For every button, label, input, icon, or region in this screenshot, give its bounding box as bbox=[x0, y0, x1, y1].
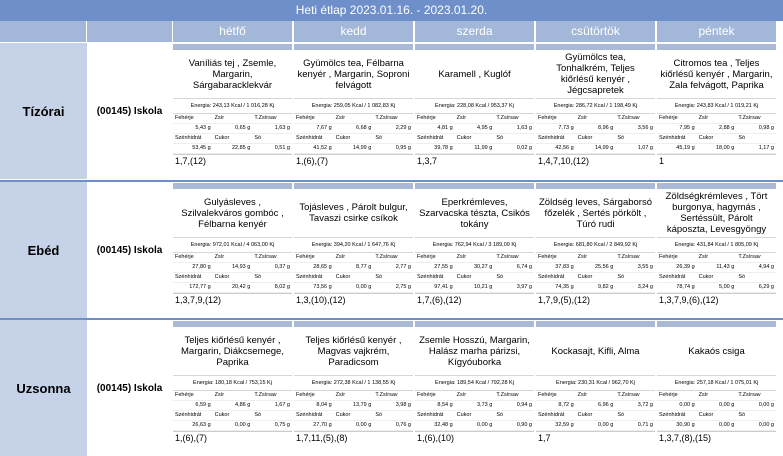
nutrient-label: T.Zsírsav bbox=[736, 253, 776, 263]
nutrient-value: 7,73 g bbox=[536, 124, 576, 134]
allergen-codes: 1,(6),(10) bbox=[415, 431, 534, 445]
nutrient-label: Szénhidrát bbox=[415, 411, 455, 421]
nutrient-label: Szénhidrát bbox=[173, 273, 213, 283]
nutrient-label: Cukor bbox=[576, 273, 616, 283]
nutrient-label: Cukor bbox=[455, 411, 495, 421]
nutrient-label: Zsír bbox=[697, 253, 737, 263]
menu-cell bbox=[415, 183, 534, 307]
nutrient-value: 172,77 g bbox=[173, 283, 213, 293]
nutrient-value: 0,00 g bbox=[576, 421, 616, 431]
school-name: (00145) Iskola bbox=[96, 105, 163, 117]
dish-name: Zöldségkrémleves , Tört burgonya, hagymás , Sertéssült, Párolt káposzta, Levesgyöngy bbox=[657, 189, 776, 238]
nutrient-value: 37,83 g bbox=[536, 263, 576, 273]
nutrient-value: 97,41 g bbox=[415, 283, 455, 293]
nutrient-value: 11,99 g bbox=[455, 144, 495, 154]
nutrient-value: 1,17 g bbox=[736, 144, 776, 154]
energy-value: Energia: 259,05 Kcal / 1 082,83 Kj bbox=[294, 99, 413, 114]
nutrient-label: Só bbox=[736, 134, 776, 144]
nutrient-value: 2,75 g bbox=[373, 283, 413, 293]
nutrient-value: 5,00 g bbox=[697, 283, 737, 293]
nutrition-grid bbox=[415, 114, 534, 154]
nutrient-label: Szénhidrát bbox=[415, 134, 455, 144]
nutrient-value: 0,76 g bbox=[373, 421, 413, 431]
nutrient-value: 4,81 g bbox=[415, 124, 455, 134]
allergen-codes: 1,3,7,(8),(15) bbox=[657, 431, 776, 445]
nutrient-label: Zsír bbox=[576, 114, 616, 124]
nutrient-value: 42,56 g bbox=[536, 144, 576, 154]
nutrient-value: 1,63 g bbox=[252, 124, 292, 134]
dish-name: Citromos tea , Teljes kiőrlésű kenyér , Margarin, Zala felvágott, Paprika bbox=[657, 50, 776, 99]
nutrient-value: 4,94 g bbox=[736, 263, 776, 273]
nutrient-value: 0,00 g bbox=[697, 421, 737, 431]
nutrient-label: Cukor bbox=[213, 273, 253, 283]
nutrient-label: Fehérje bbox=[294, 114, 334, 124]
nutrient-label: Zsír bbox=[334, 114, 374, 124]
nutrient-value: 2,88 g bbox=[697, 124, 737, 134]
nutrient-value: 1,07 g bbox=[615, 144, 655, 154]
nutrient-value: 0,00 g bbox=[455, 421, 495, 431]
nutrient-label: T.Zsírsav bbox=[373, 253, 413, 263]
nutrient-label: Cukor bbox=[455, 273, 495, 283]
nutrient-value: 26,39 g bbox=[657, 263, 697, 273]
nutrient-label: Só bbox=[494, 411, 534, 421]
page-title: Heti étlap 2023.01.16. - 2023.01.20. bbox=[0, 0, 783, 21]
nutrient-label: Cukor bbox=[697, 134, 737, 144]
nutrient-value: 0,37 g bbox=[252, 263, 292, 273]
menu-cell bbox=[536, 321, 655, 445]
nutrient-value: 41,52 g bbox=[294, 144, 334, 154]
nutrient-value: 0,00 g bbox=[334, 421, 374, 431]
nutrient-value: 53,45 g bbox=[173, 144, 213, 154]
nutrient-label: Fehérje bbox=[173, 391, 213, 401]
nutrient-label: Só bbox=[373, 411, 413, 421]
menu-cell bbox=[294, 183, 413, 307]
nutrient-label: Só bbox=[373, 273, 413, 283]
day-header: kedd bbox=[294, 21, 413, 42]
nutrient-value: 27,55 g bbox=[415, 263, 455, 273]
nutrient-label: Szénhidrát bbox=[294, 134, 334, 144]
allergen-codes: 1,7,9,(5),(12) bbox=[536, 293, 655, 307]
nutrient-value: 3,56 g bbox=[615, 124, 655, 134]
nutrient-label: T.Zsírsav bbox=[615, 391, 655, 401]
nutrient-value: 0,94 g bbox=[494, 401, 534, 411]
dish-name: Kockasajt, Kifli, Alma bbox=[536, 327, 655, 376]
energy-value: Energia: 762,94 Kcal / 3 189,09 Kj bbox=[415, 238, 534, 253]
nutrient-value: 0,00 g bbox=[334, 283, 374, 293]
nutrient-label: Zsír bbox=[697, 114, 737, 124]
nutrient-label: T.Zsírsav bbox=[494, 114, 534, 124]
nutrient-label: Cukor bbox=[697, 273, 737, 283]
nutrient-label: Fehérje bbox=[415, 391, 455, 401]
nutrient-label: Cukor bbox=[576, 411, 616, 421]
dish-name: Kakaós csiga bbox=[657, 327, 776, 376]
nutrient-value: 5,43 g bbox=[173, 124, 213, 134]
nutrient-value: 8,04 g bbox=[294, 401, 334, 411]
nutrient-value: 78,74 g bbox=[657, 283, 697, 293]
nutrient-label: Szénhidrát bbox=[415, 273, 455, 283]
nutrient-value: 0,00 g bbox=[697, 401, 737, 411]
nutrient-value: 7,67 g bbox=[294, 124, 334, 134]
nutrient-label: Zsír bbox=[576, 253, 616, 263]
menu-cell bbox=[294, 321, 413, 445]
nutrient-label: Fehérje bbox=[657, 114, 697, 124]
nutrient-value: 3,72 g bbox=[615, 401, 655, 411]
nutrition-grid bbox=[173, 253, 292, 293]
dish-name: Teljes kiőrlésű kenyér , Margarin, Diákcsemege, Paprika bbox=[173, 327, 292, 376]
nutrient-label: Só bbox=[252, 134, 292, 144]
nutrient-label: Só bbox=[252, 273, 292, 283]
nutrient-label: T.Zsírsav bbox=[373, 391, 413, 401]
nutrient-value: 8,54 g bbox=[415, 401, 455, 411]
nutrient-label: Cukor bbox=[334, 411, 374, 421]
energy-value: Energia: 257,18 Kcal / 1 075,01 Kj bbox=[657, 376, 776, 391]
nutrient-value: 27,80 g bbox=[173, 263, 213, 273]
nutrient-value: 0,00 g bbox=[736, 401, 776, 411]
nutrient-label: Fehérje bbox=[173, 253, 213, 263]
nutrient-value: 14,99 g bbox=[334, 144, 374, 154]
nutrient-value: 27,70 g bbox=[294, 421, 334, 431]
nutrition-grid bbox=[536, 253, 655, 293]
allergen-codes: 1,7,11,(5),(8) bbox=[294, 431, 413, 445]
school-name: (00145) Iskola bbox=[96, 382, 163, 394]
energy-value: Energia: 243,13 Kcal / 1 016,28 Kj bbox=[173, 99, 292, 114]
dish-name: Gyümölcs tea, Félbarna kenyér , Margarin, Soproni felvágott bbox=[294, 50, 413, 99]
nutrient-label: Szénhidrát bbox=[173, 411, 213, 421]
energy-value: Energia: 228,08 Kcal / 953,37 Kj bbox=[415, 99, 534, 114]
dish-name: Zsemle Hosszú, Margarin, Halász marha párizsi, Kígyóuborka bbox=[415, 327, 534, 376]
allergen-codes: 1,(6),(7) bbox=[173, 431, 292, 445]
nutrient-value: 4,86 g bbox=[213, 401, 253, 411]
nutrient-label: Cukor bbox=[213, 134, 253, 144]
nutrient-value: 0,90 g bbox=[494, 421, 534, 431]
allergen-codes: 1,3,(10),(12) bbox=[294, 293, 413, 307]
day-header: hétfő bbox=[173, 21, 292, 42]
nutrient-label: Szénhidrát bbox=[536, 134, 576, 144]
nutrient-label: Zsír bbox=[213, 114, 253, 124]
nutrient-value: 25,56 g bbox=[576, 263, 616, 273]
nutrient-label: Fehérje bbox=[657, 253, 697, 263]
energy-value: Energia: 972,01 Kcal / 4 063,00 Kj bbox=[173, 238, 292, 253]
menu-cell bbox=[173, 183, 292, 307]
nutrient-value: 2,29 g bbox=[373, 124, 413, 134]
meal-name: Tízórai bbox=[0, 43, 87, 179]
nutrient-value: 0,00 g bbox=[736, 421, 776, 431]
nutrient-value: 8,77 g bbox=[334, 263, 374, 273]
allergen-codes: 1 bbox=[657, 154, 776, 168]
dish-name: Karamell , Kuglóf bbox=[415, 50, 534, 99]
meal-name: Uzsonna bbox=[0, 320, 87, 456]
nutrient-value: 1,63 g bbox=[494, 124, 534, 134]
nutrient-label: Fehérje bbox=[173, 114, 213, 124]
menu-cell bbox=[657, 183, 776, 307]
nutrient-value: 7,95 g bbox=[657, 124, 697, 134]
nutrient-value: 14,99 g bbox=[576, 144, 616, 154]
nutrient-label: Só bbox=[736, 411, 776, 421]
nutrition-grid bbox=[657, 114, 776, 154]
nutrient-label: T.Zsírsav bbox=[736, 114, 776, 124]
nutrient-label: Fehérje bbox=[294, 391, 334, 401]
nutrient-label: Cukor bbox=[576, 134, 616, 144]
energy-value: Energia: 180,18 Kcal / 753,15 Kj bbox=[173, 376, 292, 391]
energy-value: Energia: 189,54 Kcal / 792,28 Kj bbox=[415, 376, 534, 391]
menu-cell bbox=[536, 44, 655, 168]
nutrient-label: T.Zsírsav bbox=[736, 391, 776, 401]
allergen-codes: 1,7 bbox=[536, 431, 655, 445]
nutrient-value: 0,02 g bbox=[494, 144, 534, 154]
nutrient-label: Fehérje bbox=[415, 253, 455, 263]
nutrition-grid bbox=[294, 114, 413, 154]
nutrient-value: 6,68 g bbox=[334, 124, 374, 134]
row-separator bbox=[0, 318, 783, 320]
nutrient-label: Cukor bbox=[213, 411, 253, 421]
nutrient-value: 8,96 g bbox=[576, 124, 616, 134]
menu-cell bbox=[536, 183, 655, 307]
nutrient-label: Szénhidrát bbox=[294, 411, 334, 421]
nutrient-value: 32,59 g bbox=[536, 421, 576, 431]
energy-value: Energia: 286,72 Kcal / 1 198,49 Kj bbox=[536, 99, 655, 114]
nutrient-label: Zsír bbox=[576, 391, 616, 401]
nutrient-value: 3,73 g bbox=[455, 401, 495, 411]
nutrient-label: Szénhidrát bbox=[536, 411, 576, 421]
nutrient-value: 0,51 g bbox=[252, 144, 292, 154]
nutrient-label: Zsír bbox=[455, 253, 495, 263]
nutrient-value: 6,96 g bbox=[576, 401, 616, 411]
nutrient-label: Fehérje bbox=[536, 391, 576, 401]
header-blank bbox=[0, 21, 86, 42]
nutrient-value: 6,59 g bbox=[173, 401, 213, 411]
dish-name: Gulyásleves , Szilvalekváros gombóc , Félbarna kenyér bbox=[173, 189, 292, 238]
nutrient-value: 6,29 g bbox=[736, 283, 776, 293]
nutrient-label: Fehérje bbox=[536, 253, 576, 263]
nutrient-label: T.Zsírsav bbox=[252, 391, 292, 401]
nutrient-label: Só bbox=[615, 134, 655, 144]
header-blank bbox=[87, 21, 172, 42]
nutrient-label: Cukor bbox=[455, 134, 495, 144]
nutrient-label: Só bbox=[615, 273, 655, 283]
allergen-codes: 1,7,(12) bbox=[173, 154, 292, 168]
menu-cell bbox=[173, 321, 292, 445]
nutrient-value: 28,65 g bbox=[294, 263, 334, 273]
allergen-codes: 1,3,7,9,(6),(12) bbox=[657, 293, 776, 307]
dish-name: Teljes kiőrlésű kenyér , Magvas vajkrém, Paradicsom bbox=[294, 327, 413, 376]
nutrition-grid bbox=[294, 391, 413, 431]
nutrient-value: 6,74 g bbox=[494, 263, 534, 273]
nutrient-value: 11,43 g bbox=[697, 263, 737, 273]
school-name: (00145) Iskola bbox=[96, 244, 163, 256]
nutrient-label: Só bbox=[615, 411, 655, 421]
nutrient-label: T.Zsírsav bbox=[615, 253, 655, 263]
nutrient-value: 3,97 g bbox=[494, 283, 534, 293]
nutrient-label: Zsír bbox=[697, 391, 737, 401]
nutrient-value: 22,85 g bbox=[213, 144, 253, 154]
nutrient-label: Cukor bbox=[697, 411, 737, 421]
meal-name: Ebéd bbox=[0, 182, 87, 318]
nutrient-label: Szénhidrát bbox=[294, 273, 334, 283]
nutrient-label: Fehérje bbox=[536, 114, 576, 124]
menu-cell bbox=[415, 321, 534, 445]
dish-name: Eperkrémleves, Szarvacska tészta, Csikós tokány bbox=[415, 189, 534, 238]
nutrient-value: 3,24 g bbox=[615, 283, 655, 293]
nutrient-value: 9,82 g bbox=[576, 283, 616, 293]
nutrient-label: Szénhidrát bbox=[657, 134, 697, 144]
nutrient-label: Zsír bbox=[334, 391, 374, 401]
nutrition-grid bbox=[415, 253, 534, 293]
dish-name: Tojásleves , Párolt bulgur, Tavaszi csirke csíkok bbox=[294, 189, 413, 238]
nutrition-grid bbox=[294, 253, 413, 293]
nutrient-label: Só bbox=[736, 273, 776, 283]
allergen-codes: 1,(6),(7) bbox=[294, 154, 413, 168]
nutrient-label: Szénhidrát bbox=[536, 273, 576, 283]
nutrient-value: 3,98 g bbox=[373, 401, 413, 411]
allergen-codes: 1,4,7,10,(12) bbox=[536, 154, 655, 168]
menu-cell bbox=[173, 44, 292, 168]
dish-name: Gyümölcs tea, Tonhalkrém, Teljes kiőrlésű kenyér , Jégcsapretek bbox=[536, 50, 655, 99]
energy-value: Energia: 431,84 Kcal / 1 805,09 Kj bbox=[657, 238, 776, 253]
day-header: szerda bbox=[415, 21, 534, 42]
nutrient-value: 13,79 g bbox=[334, 401, 374, 411]
nutrient-label: Só bbox=[252, 411, 292, 421]
nutrient-label: T.Zsírsav bbox=[494, 391, 534, 401]
energy-value: Energia: 243,83 Kcal / 1 019,21 Kj bbox=[657, 99, 776, 114]
allergen-codes: 1,3,7,9,(12) bbox=[173, 293, 292, 307]
nutrient-value: 39,78 g bbox=[415, 144, 455, 154]
nutrient-label: Szénhidrát bbox=[657, 411, 697, 421]
nutrition-grid bbox=[173, 391, 292, 431]
nutrient-label: Cukor bbox=[334, 273, 374, 283]
nutrient-label: Zsír bbox=[455, 391, 495, 401]
nutrient-label: T.Zsírsav bbox=[373, 114, 413, 124]
energy-value: Energia: 394,20 Kcal / 1 647,76 Kj bbox=[294, 238, 413, 253]
nutrient-value: 73,56 g bbox=[294, 283, 334, 293]
nutrient-label: Fehérje bbox=[415, 114, 455, 124]
nutrition-grid bbox=[657, 391, 776, 431]
nutrition-grid bbox=[415, 391, 534, 431]
nutrient-value: 14,93 g bbox=[213, 263, 253, 273]
nutrient-label: Só bbox=[373, 134, 413, 144]
nutrient-label: Só bbox=[494, 134, 534, 144]
energy-value: Energia: 681,80 Kcal / 2 849,92 Kj bbox=[536, 238, 655, 253]
nutrient-value: 1,67 g bbox=[252, 401, 292, 411]
nutrient-value: 74,35 g bbox=[536, 283, 576, 293]
nutrient-value: 3,55 g bbox=[615, 263, 655, 273]
nutrient-label: Szénhidrát bbox=[173, 134, 213, 144]
nutrition-grid bbox=[536, 114, 655, 154]
energy-value: Energia: 272,38 Kcal / 1 138,55 Kj bbox=[294, 376, 413, 391]
nutrient-value: 8,02 g bbox=[252, 283, 292, 293]
row-separator bbox=[0, 180, 783, 182]
allergen-codes: 1,7,(6),(12) bbox=[415, 293, 534, 307]
nutrient-label: T.Zsírsav bbox=[252, 114, 292, 124]
nutrition-grid bbox=[657, 253, 776, 293]
menu-cell bbox=[657, 44, 776, 168]
energy-value: Energia: 230,31 Kcal / 962,70 Kj bbox=[536, 376, 655, 391]
menu-cell bbox=[657, 321, 776, 445]
day-header: csütörtök bbox=[536, 21, 655, 42]
nutrient-label: Fehérje bbox=[294, 253, 334, 263]
nutrient-value: 0,98 g bbox=[736, 124, 776, 134]
nutrient-label: Só bbox=[494, 273, 534, 283]
nutrient-value: 45,19 g bbox=[657, 144, 697, 154]
nutrient-value: 10,21 g bbox=[455, 283, 495, 293]
nutrient-label: Cukor bbox=[334, 134, 374, 144]
dish-name: Zöldség leves, Sárgaborsó főzelék , Sertés pörkölt , Túró rudi bbox=[536, 189, 655, 238]
nutrient-label: Zsír bbox=[455, 114, 495, 124]
menu-cell bbox=[294, 44, 413, 168]
nutrient-label: T.Zsírsav bbox=[494, 253, 534, 263]
nutrient-value: 26,63 g bbox=[173, 421, 213, 431]
nutrient-value: 4,95 g bbox=[455, 124, 495, 134]
nutrient-value: 30,27 g bbox=[455, 263, 495, 273]
nutrient-label: T.Zsírsav bbox=[615, 114, 655, 124]
nutrient-value: 30,90 g bbox=[657, 421, 697, 431]
nutrient-value: 0,65 g bbox=[213, 124, 253, 134]
nutrient-label: Szénhidrát bbox=[657, 273, 697, 283]
nutrient-value: 18,00 g bbox=[697, 144, 737, 154]
nutrient-value: 0,00 g bbox=[657, 401, 697, 411]
nutrient-label: Zsír bbox=[213, 391, 253, 401]
nutrient-value: 0,00 g bbox=[213, 421, 253, 431]
dish-name: Vaníliás tej , Zsemle, Margarin, Sárgabaracklekvár bbox=[173, 50, 292, 99]
nutrition-grid bbox=[173, 114, 292, 154]
nutrient-label: Zsír bbox=[334, 253, 374, 263]
nutrient-value: 8,72 g bbox=[536, 401, 576, 411]
nutrient-value: 2,77 g bbox=[373, 263, 413, 273]
nutrient-value: 0,95 g bbox=[373, 144, 413, 154]
nutrient-value: 20,42 g bbox=[213, 283, 253, 293]
allergen-codes: 1,3,7 bbox=[415, 154, 534, 168]
nutrient-value: 0,75 g bbox=[252, 421, 292, 431]
nutrient-value: 0,71 g bbox=[615, 421, 655, 431]
nutrient-label: Fehérje bbox=[657, 391, 697, 401]
nutrient-label: T.Zsírsav bbox=[252, 253, 292, 263]
nutrient-value: 32,48 g bbox=[415, 421, 455, 431]
nutrition-grid bbox=[536, 391, 655, 431]
menu-cell bbox=[415, 44, 534, 168]
day-header: péntek bbox=[657, 21, 776, 42]
nutrient-label: Zsír bbox=[213, 253, 253, 263]
